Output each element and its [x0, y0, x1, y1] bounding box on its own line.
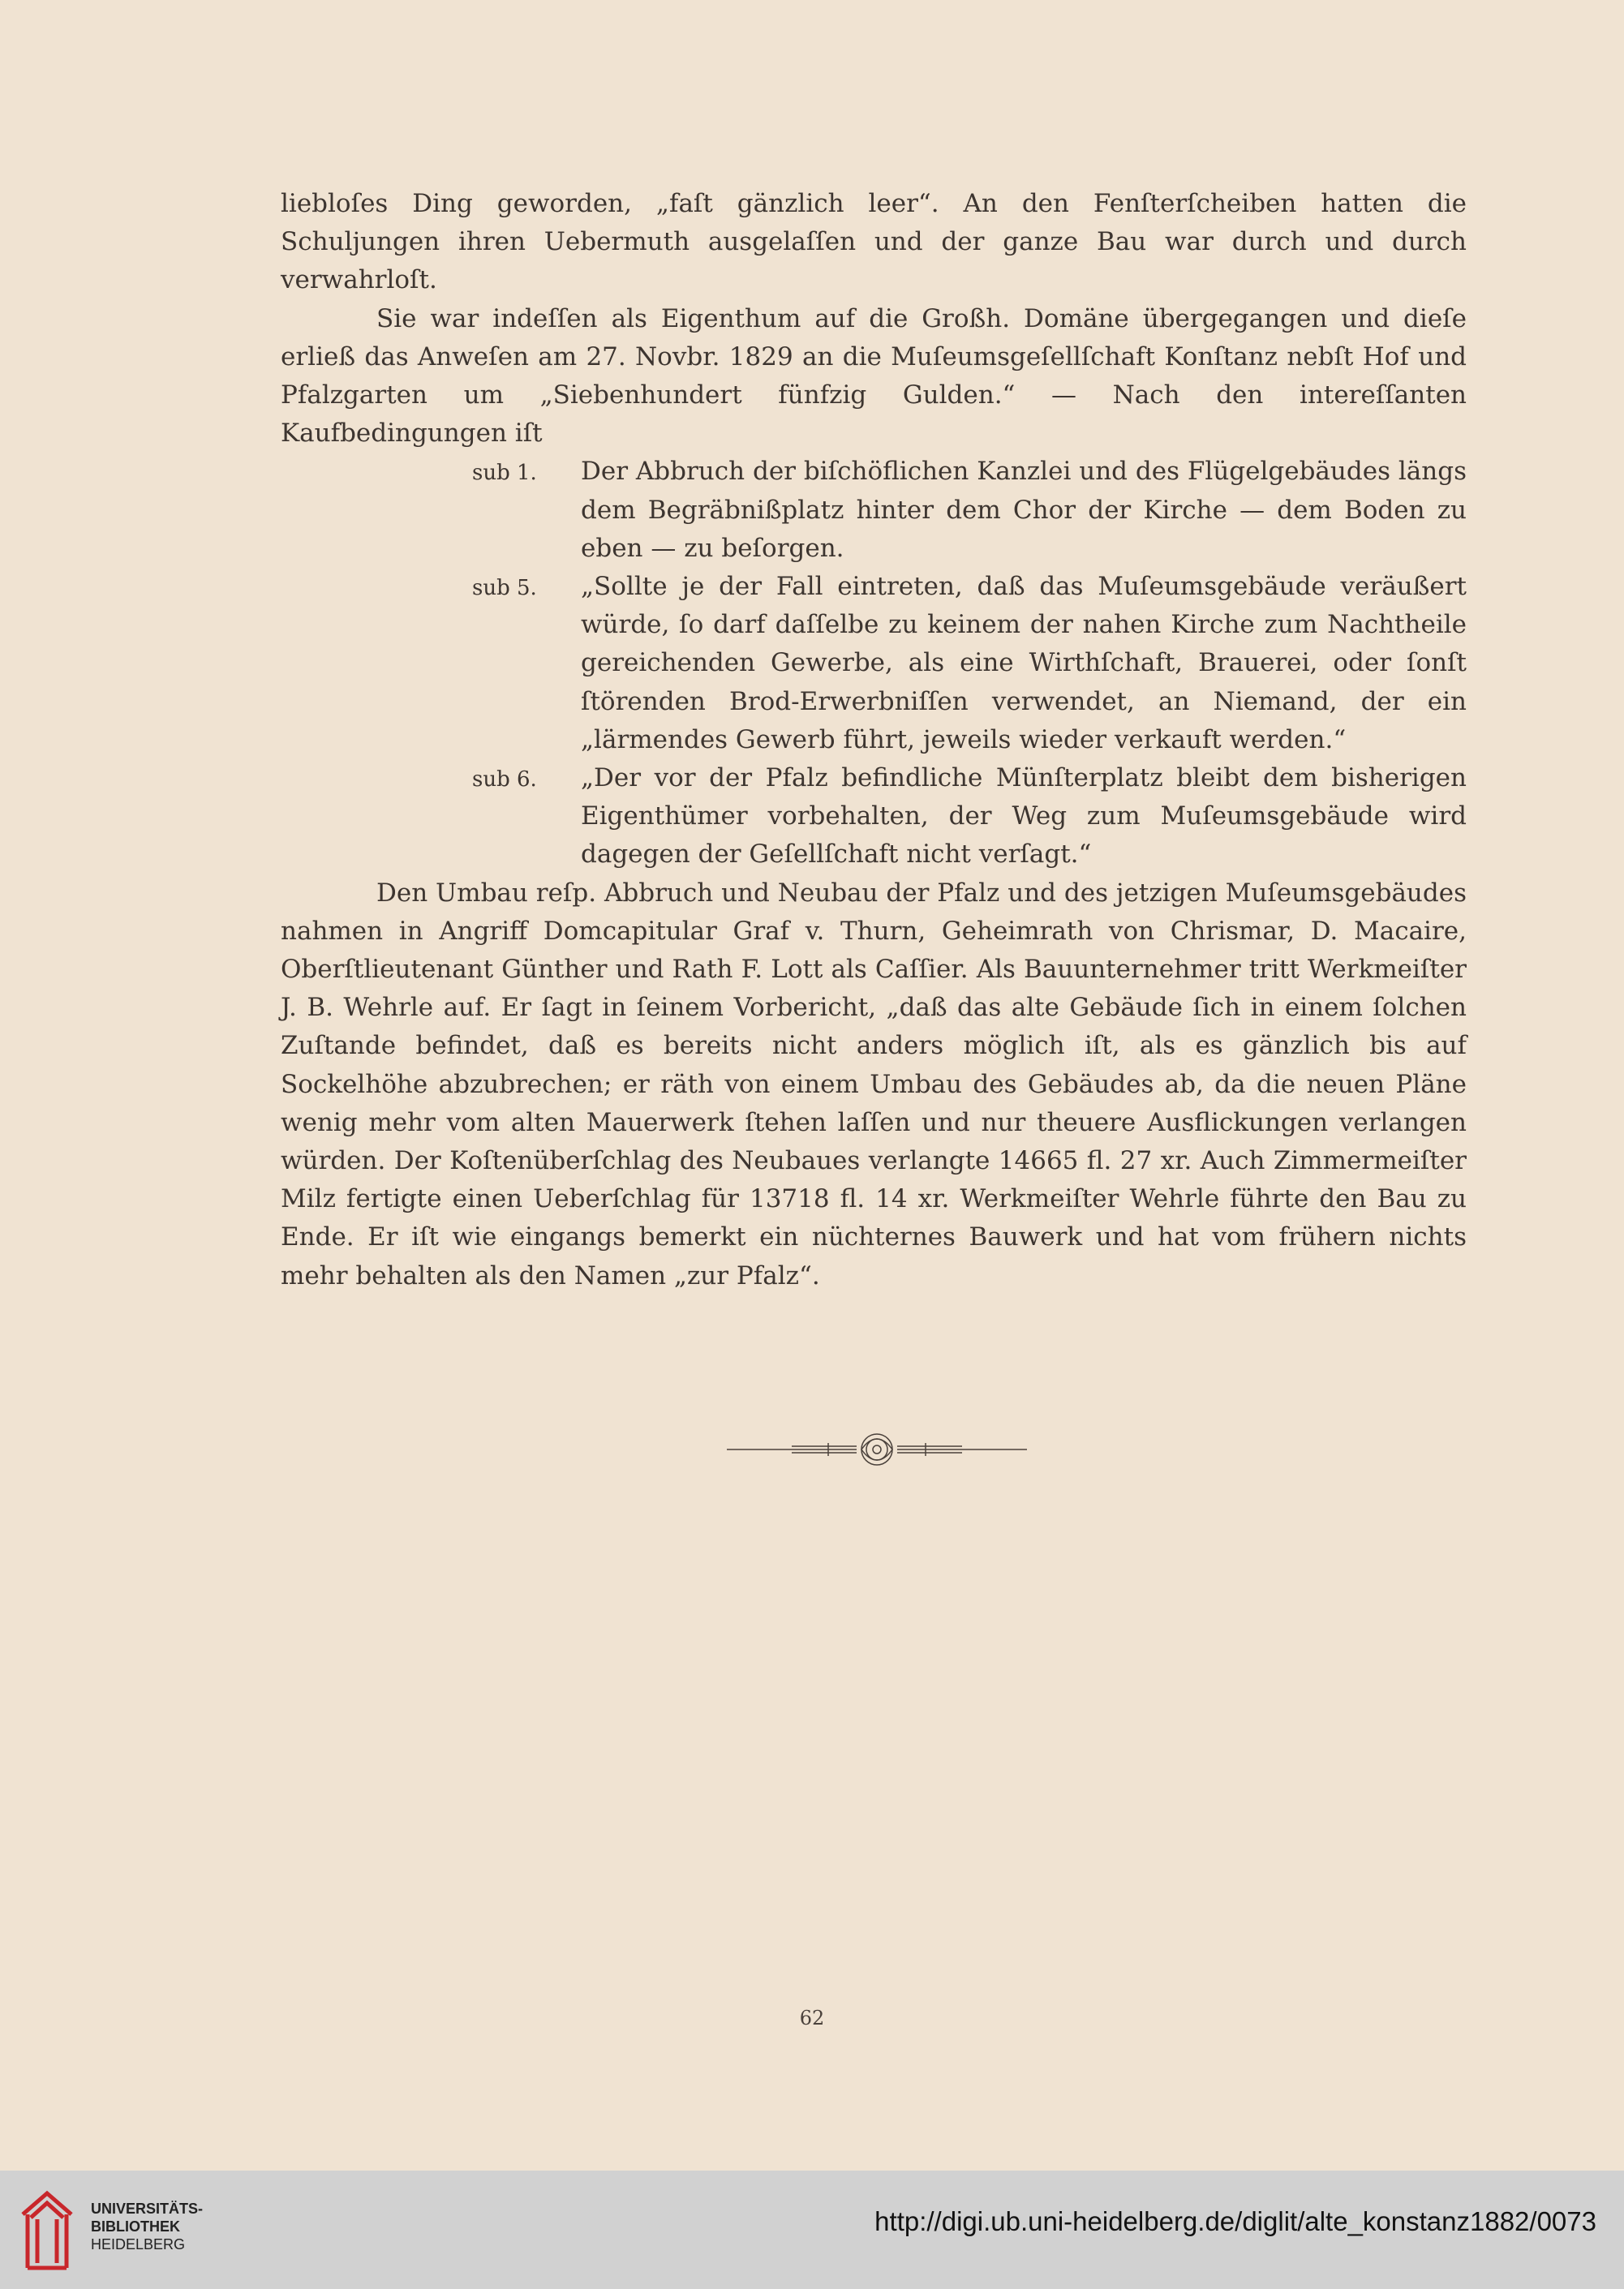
item-label: sub 5.	[472, 576, 537, 601]
item-text: „Sollte je der Fall eintreten, daß das Muſeumsgebäude veräußert würde, ſo darf daſſelbe zu keinem der nahen Kirche zum Nachtheile gereichenden Gewerbe, als eine Wirthſchaft, Brauerei, oder ſonſt ſtörenden Brod-Erwerbniſſen verwendet, an Niemand, der ein „lärmendes Gewerb führt, jeweils wieder verkauft werden.“	[581, 572, 1467, 754]
footer-bar	[0, 2171, 1624, 2289]
ornament-divider-icon	[727, 1429, 1027, 1470]
library-logo-icon	[18, 2187, 76, 2274]
paragraph: liebloſes Ding geworden, „faſt gänzlich leer“. An den Fenſterſcheiben hatten die Schuljungen ihren Uebermuth ausgelaſſen und der ganze Bau war durch und durch verwahrloſt.	[281, 189, 1467, 295]
item-label: sub 1.	[472, 461, 537, 486]
list-item	[281, 453, 1467, 568]
library-name-line: BIBLIOTHEK	[91, 2218, 180, 2235]
paragraph: Den Umbau reſp. Abbruch und Neubau der Pfalz und des jetzigen Muſeumsgebäudes nahmen in Angriff Domcapitular Graf v. Thurn, Geheimrath von Chrismar, D. Macaire, Oberſtlieutenant Günther und Rath F. Lott als Caſſier. Als Bauunternehmer tritt Werkmeiſter J. B. Wehrle auf. Er ſagt in ſeinem Vorbericht, „daß das alte Gebäude ſich in einem ſolchen Zuſtande befindet, daß es bereits nicht anders möglich iſt, als es gänzlich bis auf Sockelhöhe abzubrechen; er räth von einem Umbau des Gebäudes ab, da die neuen Pläne wenig mehr vom alten Mauerwerk ſtehen laſſen und nur theuere Ausflickungen verlangen würden. Der Koſtenüberſchlag des Neubaues verlangte 14665 fl. 27 xr. Auch Zimmermeiſter Milz fertigte einen Ueberſchlag für 13718 fl. 14 xr. Werkmeiſter Wehrle führte den Bau zu Ende. Er iſt wie eingangs bemerkt ein nüchternes Bauwerk und hat vom frühern nichts mehr behalten als den Namen „zur Pfalz“.	[281, 878, 1467, 1291]
library-name-line: UNIVERSITÄTS-	[91, 2201, 204, 2217]
list-item	[281, 568, 1467, 759]
list-item	[281, 759, 1467, 874]
body-text	[281, 185, 1467, 1295]
item-text: „Der vor der Pfalz befindliche Münſterplatz bleibt dem bisherigen Eigenthümer vorbehalten, der Weg zum Muſeumsgebäude wird dagegen der Geſellſchaft nicht verſagt.“	[581, 763, 1467, 870]
paragraph: Sie war indeſſen als Eigenthum auf die Großh. Domäne übergegangen und dieſe erließ das Anweſen am 27. Novbr. 1829 an die Muſeumsgeſellſchaft Konſtanz nebſt Hof und Pfalzgarten um „Siebenhundert fünfzig Gulden.“ — Nach den intereſſanten Kaufbedingungen iſt	[281, 303, 1467, 449]
source-url[interactable]: http://digi.ub.uni-heidelberg.de/diglit/alte_konstanz1882/0073	[874, 2206, 1596, 2236]
library-name-line: HEIDELBERG	[91, 2236, 186, 2252]
item-text: Der Abbruch der biſchöflichen Kanzlei und des Flügelgebäudes längs dem Begräbnißplatz hinter dem Chor der Kirche — dem Boden zu eben — zu beſorgen.	[581, 457, 1467, 563]
page-number: 62	[799, 2007, 825, 2029]
library-name	[91, 2200, 203, 2253]
item-label: sub 6.	[472, 767, 537, 792]
